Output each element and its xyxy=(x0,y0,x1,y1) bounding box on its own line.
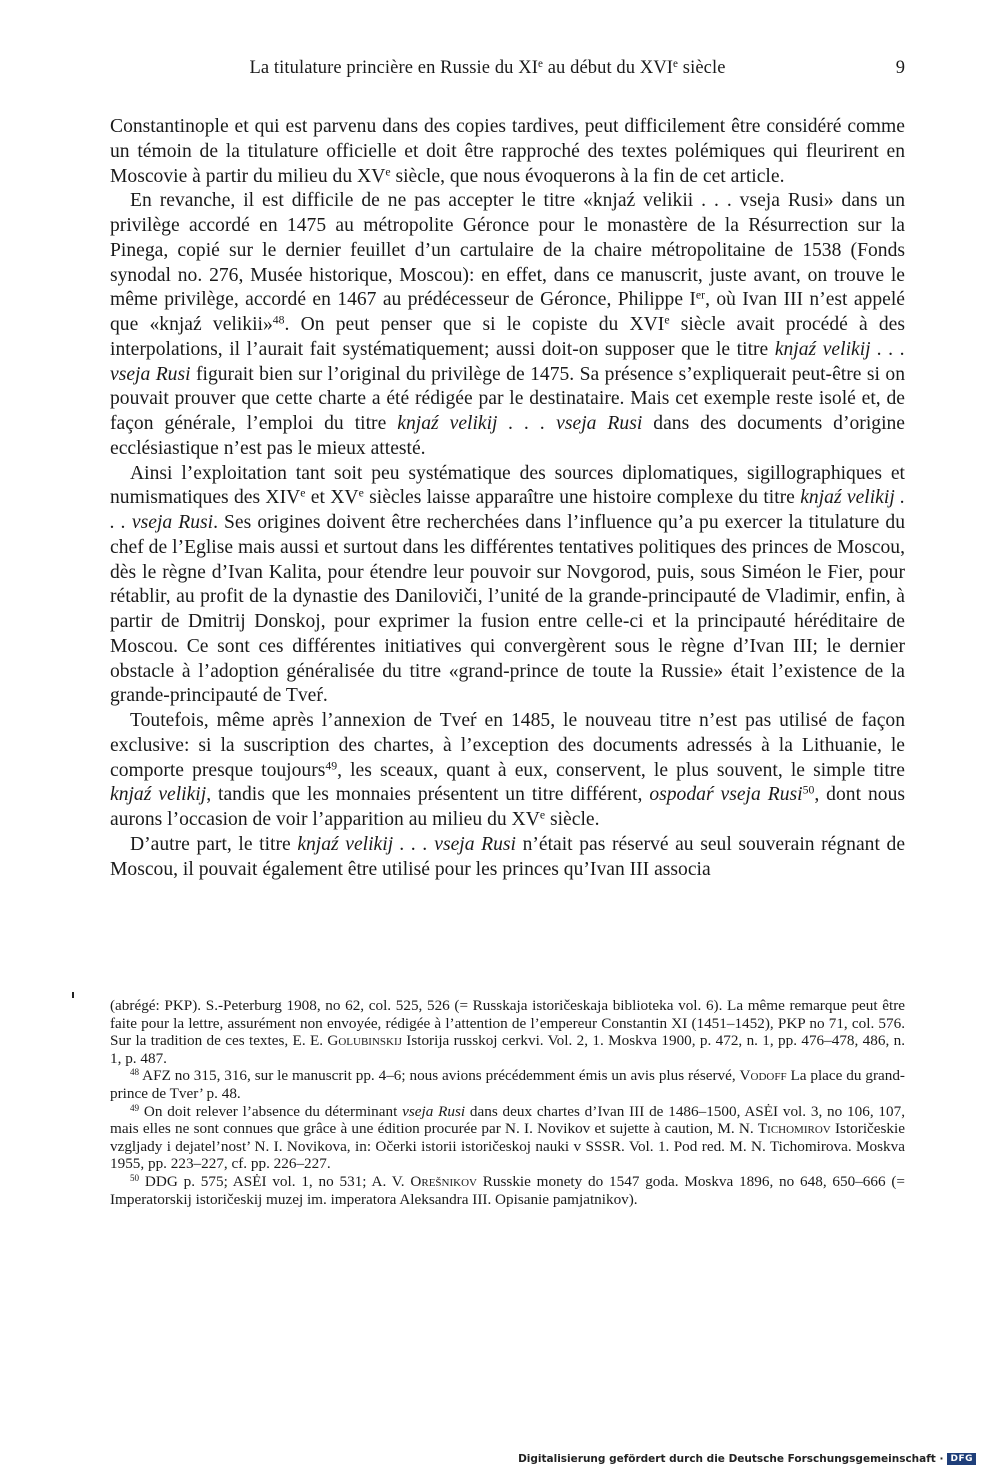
page-number: 9 xyxy=(895,58,905,78)
footnote-50: $^{50}$ DDG p. 575; ASĖI vol. 1, no 531; A. V. Orešnikov Russkie monety do 1547 goda. Moskva 1896, no 648, 650–666 (= Imperatorskij istoričeskij muzej im. imperatora Aleksandra III. Opisanie pamjatnikov). xyxy=(110,1172,905,1208)
page-header xyxy=(110,58,905,92)
footnote-49: $^{49}$ On doit relever l’absence du déterminant vseja Rusi dans deux chartes d’Ivan III de 1486–1500, ASĖI vol. 3, no 106, 107, mais elles ne sont connues que grâce à une édition procurée par N. I. Novikov et sujette à caution, M. N. Tichomirov Istoričeskie vzgljady i dejatel’nost’ N. I. Novikova, in: Očerki istorii istoričeskoj nauki v SSSR. Vol. 1. Pod red. M. N. Tichomirova. Moskva 1955, pp. 223–227, cf. pp. 226–227. xyxy=(110,1102,906,1173)
main-text xyxy=(110,115,905,882)
margin-mark xyxy=(72,992,74,998)
footnote-48: $^{48}$ AFZ no 315, 316, sur le manuscrit pp. 4–6; nous avions précédemment émis un avis plus réservé, Vodoff La place du grand-prince de Tver’ p. 48. xyxy=(110,1067,905,1102)
paragraph-2: En revanche, il est difficile de ne pas accepter le titre «knjaź velikii . . . vseja Rusi» dans un privilège accordé en 1475 au métropolite Géronce pour le monastère de la Résurrection sur la Pinega, copié sur le dernier feuillet d’un cartulaire de la chaire métropolitaine de 1538 (Fonds synodal no. 276, Musée historique, Moscou): en effet, dans ce manuscrit, juste avant, on trouve le même privilège, accordé en 1467 au prédécesseur de Géronce, Philippe Ier, où Ivan III n’est appelé que «knjaź velikii»$^{48}$. On peut penser que si le copiste du XVIe siècle avait procédé à des interpolations, il l’aurait fait systématiquement; aussi doit-on supposer que le titre knjaź velikij . . . vseja Rusi figurait bien sur l’original du privilège de 1475. Sa présence s’expliquerait peut-être si on pouvait prouver que cette charte a été rédigée par le destinataire. Mais cet exemple reste isolé et, de façon générale, l’emploi du titre knjaź velikij . . . vseja Rusi dans des documents d’origine ecclésiastique n’est pas le mieux attesté. xyxy=(110,190,906,459)
footnote-47-continued: (abrégé: PKP). S.-Peterburg 1908, no 62, col. 525, 526 (= Russkaja istoričeskaja biblioteka vol. 6). La même remarque peut être faite pour la lettre, assurément non envoyée, rédigée à l’attention de l’empereur Constantin XI (1451–1452), PKP no 71, col. 576. Sur la tradition de ces textes, E. E. Golubinskij Istorija russkoj cerkvi. Vol. 2, 1. Moskva 1900, p. 472, n. 1, pp. 476–478, 486, n. 1, p. 487. xyxy=(110,997,905,1067)
paragraph-3: Ainsi l’exploitation tant soit peu systématique des sources diplomatiques, sigillographiques et numismatiques des XIVe et XVe siècles laisse apparaître une histoire complexe du titre knjaź velikij . . . vseja Rusi. Ses origines doivent être recherchées dans l’influence qu’a pu exercer la titulature du chef de l’Eglise mais aussi et surtout dans les différentes tentatives politiques des princes de Moscou, dès le règne d’Ivan Kalita, pour étendre leur pouvoir sur Novgorod, puis, sous Siméon le Fier, pour rétablir, au profit de la dynastie des Daniloviči, l’unité de la grande-principauté de Vladimir, enfin, à partir de Dmitrij Donskoj, pour exprimer la fusion entre celle-ci et la principauté héréditaire de Moscou. Ce sont ces différentes initiatives qui convergèrent sous le règne d’Ivan III; le dernier obstacle à l’adoption généralisée du titre «grand-prince de toute la Russie» était l’existence de la grande-principauté de Tveŕ. xyxy=(110,462,905,707)
paragraph-4: Toutefois, même après l’annexion de Tveŕ en 1485, le nouveau titre n’est pas utilisé de façon exclusive: si la suscription des chartes, à l’exception des documents adressés à la Lithuanie, le comporte presque toujours$^{49}$, les sceaux, quant à eux, conservent, le plus souvent, le simple titre knjaź velikij, tandis que les monnaies présentent un titre différent, ospodaŕ vseja Rusi$^{50}$, dont nous aurons l’occasion de voir l’apparition au milieu du XVe siècle. xyxy=(110,710,905,830)
paragraph-5: D’autre part, le titre knjaź velikij . . . vseja Rusi n’était pas réservé au seul souverain régnant de Moscou, il pouvait également être utilisé pour les princes qu’Ivan III associa xyxy=(110,833,906,880)
dfg-logo-icon: DFG xyxy=(947,1453,976,1465)
running-title: La titulature princière en Russie du XIe au début du XVIe siècle xyxy=(249,57,726,78)
footnotes xyxy=(110,997,905,1208)
paragraph-1: Constantinople et qui est parvenu dans des copies tardives, peut difficilement être considéré comme un témoin de la titulature officielle et doit être rapproché des textes polémiques qui fleurirent en Moscovie à partir du milieu du XVe siècle, que nous évoquerons à la fin de cet article. xyxy=(110,116,905,187)
digitization-credit xyxy=(518,1453,976,1465)
credit-text: Digitalisierung gefördert durch die Deutsche Forschungsgemeinschaft · xyxy=(518,1453,944,1465)
